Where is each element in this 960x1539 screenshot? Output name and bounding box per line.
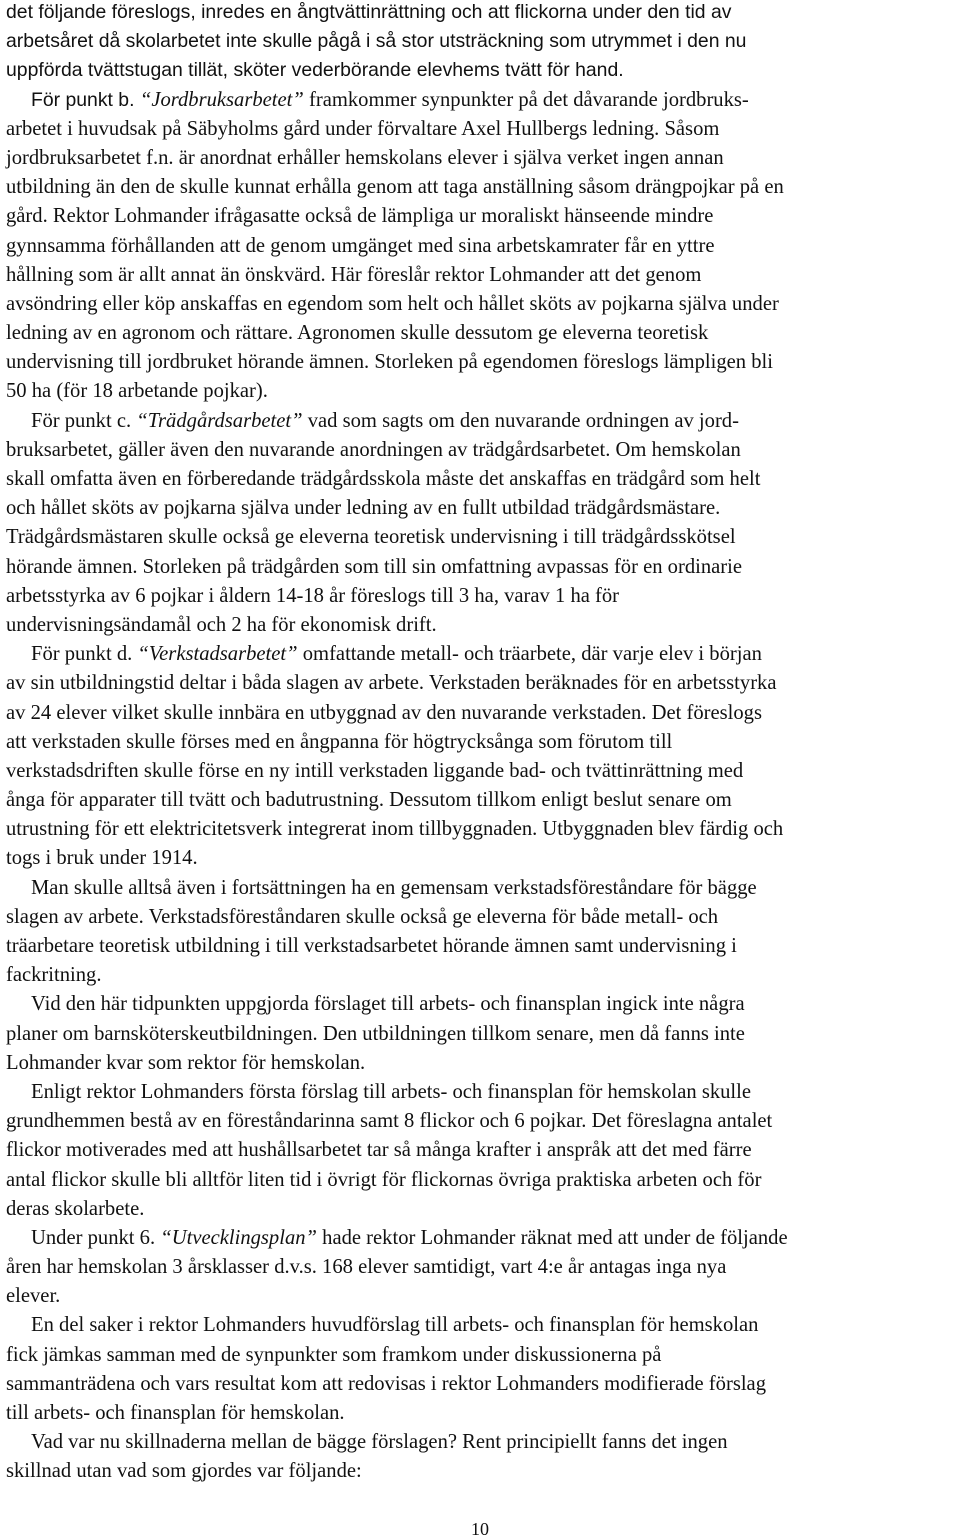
text-line: undervisning till jordbruket hörande ämnen. Storleken på egendomen föreslogs lämpligen bli: [6, 351, 773, 374]
text-run: hade rektor Lohmander räknat med att under de följande: [317, 1226, 788, 1249]
text-line: skall omfatta även en förberedande trädgårdsskola måste det anskaffas en trädgård som helt: [6, 468, 761, 490]
text-line: av sin utbildningstid deltar i båda slagen av arbete. Verkstaden beräknades för en arbetsstyrka: [6, 672, 777, 695]
text-line: arbetet i huvudsak på Säbyholms gård under förvaltare Axel Hullbergs ledning. Såsom: [6, 117, 720, 140]
text-line: utbildning än den de skulle kunnat erhålla genom att taga anställning såsom drängpojkar på en: [6, 176, 784, 199]
text-line: jordbruksarbetet f.n. är anordnat erhåller hemskolans elever i själva verket ingen annan: [6, 146, 724, 169]
document-page: [6, 0, 956, 1487]
section-heading: “Jordbruksarbetet”: [139, 88, 304, 111]
text-line: grundhemmen bestå av en föreståndarinna samt 8 flickor och 6 pojkar. Det föreslagna antalet: [6, 1110, 773, 1133]
text-line: ledning av en agronom och rättare. Agronomen skulle dessutom ge eleverna teoretisk: [6, 322, 709, 345]
text-line: 50 ha (för 18 arbetande pojkar).: [6, 380, 268, 403]
text-line: det följande föreslogs, inredes en ångtvättinrättning och att flickorna under den tid av: [6, 1, 732, 23]
text-line: Lohmander kvar som rektor för hemskolan.: [6, 1051, 366, 1074]
text-line: slagen av arbete. Verkstadsföreståndaren skulle också ge eleverna för både metall- och: [6, 905, 719, 928]
text-line: fackritning.: [6, 964, 102, 987]
text-line: arbetsstyrka av 6 pojkar i åldern 14-18 år föreslogs till 3 ha, varav 1 ha för: [6, 584, 620, 607]
section-heading: “Utvecklingsplan”: [160, 1226, 317, 1249]
text-line: En del saker i rektor Lohmanders huvudförslag till arbets- och finansplan för hemskolan: [31, 1314, 759, 1337]
text-line: planer om barnsköterskeutbildningen. Den utbildningen tillkom senare, men då fanns inte: [6, 1022, 745, 1045]
text-run: För punkt b.: [31, 88, 140, 111]
section-heading: “Verkstadsarbetet”: [137, 643, 298, 666]
text-run: framkommer synpunkter på det dåvarande jordbruks-: [303, 88, 749, 111]
text-line: hörande ämnen. Storleken på trädgården som till sin omfattning avpassas för en ordinarie: [6, 555, 743, 578]
text-line: [6, 1224, 956, 1253]
text-line: till arbets- och finansplan för hemskolan.: [6, 1402, 345, 1424]
text-line: sammanträdena och vars resultat kom att redovisas i rektor Lohmanders modifierade förslag: [6, 1372, 766, 1395]
text-line: fick jämkas samman med de synpunkter som framkom under diskussionerna på: [6, 1343, 662, 1366]
page-number: 10: [471, 1519, 489, 1539]
text-line: att verkstaden skulle förses med en ångpanna för högtrycksånga som förutom till: [6, 730, 673, 753]
text-line: [6, 640, 956, 669]
text-run: Under punkt 6.: [31, 1226, 161, 1249]
text-line: Vad var nu skillnaderna mellan de bägge förslagen? Rent principiellt fanns det ingen: [31, 1431, 728, 1454]
text-line: skillnad utan vad som gjordes var följande:: [6, 1460, 362, 1483]
text-line: avsöndring eller köp anskaffas en egendom som helt och hållet sköts av pojkarna själva under: [6, 292, 779, 315]
text-line: arbetsåret då skolarbetet inte skulle pågå i så stor utsträckning som utrymmet i den nu: [6, 30, 747, 53]
text-line: flickor motiverades med att hushållsarbetet tar så många krafter i anspråk att det med färre: [6, 1139, 752, 1162]
text-line: av 24 elever vilket skulle innbära en utbyggnad av den nuvarande verkstaden. Det föreslogs: [6, 701, 762, 724]
text-run: vad som sagts om den nuvarande ordningen av jord-: [302, 409, 739, 432]
text-line: antal flickor skulle bli alltför liten tid i övrigt för flickornas övriga praktiska arbeten och för: [6, 1168, 762, 1191]
text-line: Enligt rektor Lohmanders första förslag till arbets- och finansplan för hemskolan skulle: [31, 1080, 752, 1103]
text-line: Vid den här tidpunkten uppgjorda förslaget till arbets- och finansplan ingick inte några: [31, 993, 745, 1016]
text-line: ånga för apparater till tvätt och badutrustning. Dessutom tillkom enligt beslut senare om: [6, 789, 732, 812]
text-line: togs i bruk under 1914.: [6, 847, 198, 870]
text-line: undervisningsändamål och 2 ha för ekonomisk drift.: [6, 613, 437, 636]
text-line: bruksarbetet, gäller även den nuvarande anordningen av trädgårdsarbetet. Om hemskolan: [6, 438, 741, 461]
text-line: gård. Rektor Lohmander ifrågasatte också de lämpliga ur moraliskt hänseende mindre: [6, 205, 714, 228]
body-text: [6, 0, 956, 1487]
text-line: och hållet sköts av pojkarna själva under ledning av en fullt utbildad trädgårdsmästare.: [6, 497, 721, 520]
text-run: För punkt c.: [31, 409, 137, 432]
text-line: [6, 407, 956, 436]
text-line: hållning som är allt annat än önskvärd. Här föreslår rektor Lohmander att det genom: [6, 263, 702, 286]
text-line: träarbetare teoretisk utbildning i till verkstadsarbetet hörande ämnen samt undervisning i: [6, 935, 737, 957]
text-line: uppförda tvättstugan tillät, sköter vederbörande elevhems tvätt för hand.: [6, 59, 624, 82]
text-line: [6, 86, 956, 115]
text-line: Man skulle alltså även i fortsättningen ha en gemensam verkstadsföreståndare för bägge: [31, 876, 757, 899]
text-run: omfattande metall- och träarbete, där varje elev i början: [297, 643, 762, 666]
text-line: utrustning för ett elektricitetsverk integrerat inom tillbyggnaden. Utbyggnaden blev färdig och: [6, 818, 784, 841]
text-line: gynnsamma förhållanden att de genom umgänget med sina arbetskamrater får en yttre: [6, 234, 715, 257]
section-heading: “Trädgårdsarbetet”: [136, 409, 303, 432]
text-run: För punkt d.: [31, 643, 138, 666]
text-line: åren har hemskolan 3 årsklasser d.v.s. 168 elever samtidigt, vart 4:e år antagas inga nya: [6, 1256, 727, 1279]
text-line: Trädgårdsmästaren skulle också ge eleverna teoretisk undervisning i till trädgårdsskötsel: [6, 526, 736, 549]
text-line: elever.: [6, 1285, 61, 1308]
text-line: deras skolarbete.: [6, 1197, 145, 1220]
text-line: verkstadsdriften skulle förse en ny intill verkstaden liggande bad- och tvättinrättning med: [6, 759, 744, 782]
